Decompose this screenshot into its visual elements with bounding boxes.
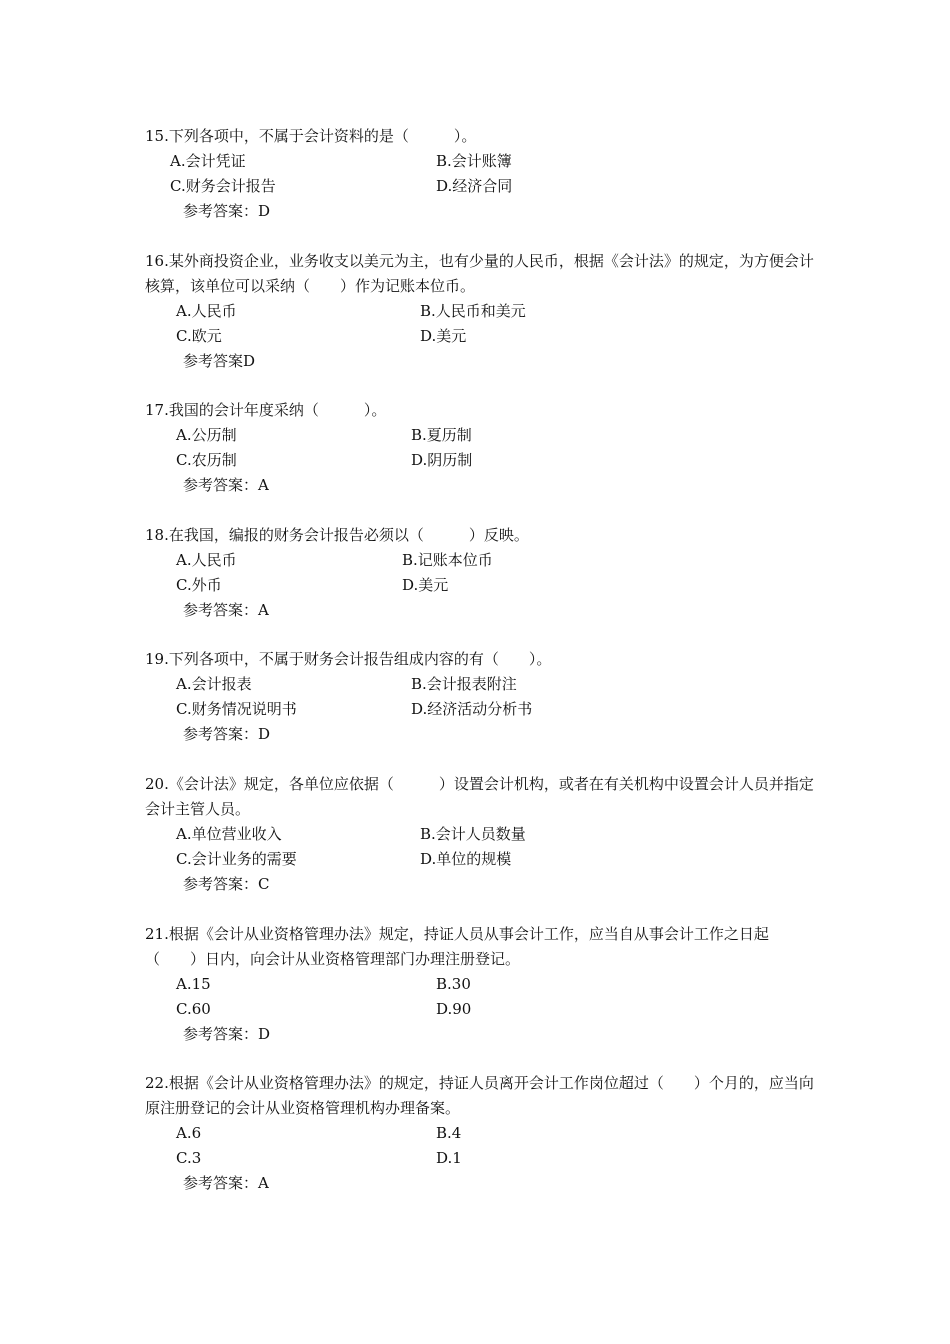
answer-text: 参考答案：A <box>183 601 269 619</box>
option-c: C.会计业务的需要 <box>176 850 297 868</box>
question-19 <box>145 647 815 747</box>
option-row <box>145 299 815 324</box>
option-row <box>145 324 815 349</box>
question-stem: 21.根据《会计从业资格管理办法》规定，持证人员从事会计工作，应当自从事会计工作之日起（ ）日内，向会计从业资格管理部门办理注册登记。 <box>145 925 769 968</box>
question-21 <box>145 922 815 1047</box>
option-row <box>145 672 815 697</box>
option-a: A.公历制 <box>176 426 237 444</box>
option-row <box>145 697 815 722</box>
answer-text: 参考答案：A <box>183 1174 269 1192</box>
option-a: A.15 <box>176 975 211 993</box>
option-b: B.会计账簿 <box>436 152 512 170</box>
answer-text: 参考答案：D <box>183 1025 271 1043</box>
option-c: C.欧元 <box>176 327 222 345</box>
option-c: C.农历制 <box>176 451 237 469</box>
option-row <box>145 573 815 598</box>
option-a: A.会计报表 <box>176 675 252 693</box>
question-16 <box>145 249 815 374</box>
question-stem: 19.下列各项中，不属于财务会计报告组成内容的有（ ）。 <box>145 650 552 668</box>
question-22 <box>145 1071 815 1196</box>
option-row <box>145 972 815 997</box>
option-row <box>145 174 815 199</box>
option-b: B.夏历制 <box>411 426 472 444</box>
option-b: B.人民币和美元 <box>420 302 526 320</box>
question-stem: 22.根据《会计从业资格管理办法》的规定，持证人员离开会计工作岗位超过（ ）个月的，应当向原注册登记的会计从业资格管理机构办理备案。 <box>145 1074 814 1117</box>
answer-text: 参考答案：C <box>183 875 270 893</box>
answer-text: 参考答案：D <box>183 725 271 743</box>
question-20 <box>145 772 815 897</box>
option-c: C.3 <box>176 1149 202 1167</box>
option-b: B.记账本位币 <box>402 551 493 569</box>
option-d: D.经济活动分析书 <box>411 700 533 718</box>
question-stem: 20.《会计法》规定，各单位应依据（ ）设置会计机构，或者在有关机构中设置会计人员并指定会计主管人员。 <box>145 775 814 818</box>
option-row <box>145 822 815 847</box>
option-d: D.阴历制 <box>411 451 473 469</box>
option-a: A.6 <box>176 1124 202 1142</box>
question-18 <box>145 523 815 623</box>
option-row <box>145 149 815 174</box>
answer-text: 参考答案：A <box>183 476 269 494</box>
option-row <box>145 847 815 872</box>
option-row <box>145 448 815 473</box>
option-d: D.单位的规模 <box>420 850 512 868</box>
question-stem: 17.我国的会计年度采纳（ ）。 <box>145 401 387 419</box>
option-row <box>145 423 815 448</box>
option-d: D.美元 <box>402 576 449 594</box>
option-a: A.会计凭证 <box>170 152 246 170</box>
option-a: A.单位营业收入 <box>176 825 282 843</box>
option-d: D.经济合同 <box>436 177 513 195</box>
question-15 <box>145 124 815 224</box>
option-c: C.60 <box>176 1000 211 1018</box>
option-c: C.外币 <box>176 576 222 594</box>
option-row <box>145 1146 815 1171</box>
option-a: A.人民币 <box>176 551 237 569</box>
question-stem: 16.某外商投资企业，业务收支以美元为主，也有少量的人民币，根据《会计法》的规定，为方便会计核算，该单位可以采纳（ ）作为记账本位币。 <box>145 252 814 295</box>
option-row <box>145 997 815 1022</box>
option-b: B.会计人员数量 <box>420 825 526 843</box>
option-b: B.会计报表附注 <box>411 675 517 693</box>
question-stem: 18.在我国，编报的财务会计报告必须以（ ）反映。 <box>145 526 529 544</box>
option-d: D.1 <box>436 1149 462 1167</box>
option-row <box>145 1121 815 1146</box>
option-c: C.财务情况说明书 <box>176 700 297 718</box>
option-b: B.30 <box>436 975 471 993</box>
option-d: D.90 <box>436 1000 472 1018</box>
option-d: D.美元 <box>420 327 467 345</box>
option-b: B.4 <box>436 1124 462 1142</box>
answer-text: 参考答案：D <box>183 202 271 220</box>
option-row <box>145 548 815 573</box>
answer-text: 参考答案D <box>183 352 256 370</box>
question-stem: 15.下列各项中，不属于会计资料的是（ ）。 <box>145 127 477 145</box>
question-17 <box>145 398 815 498</box>
option-c: C.财务会计报告 <box>170 177 276 195</box>
option-a: A.人民币 <box>176 302 237 320</box>
